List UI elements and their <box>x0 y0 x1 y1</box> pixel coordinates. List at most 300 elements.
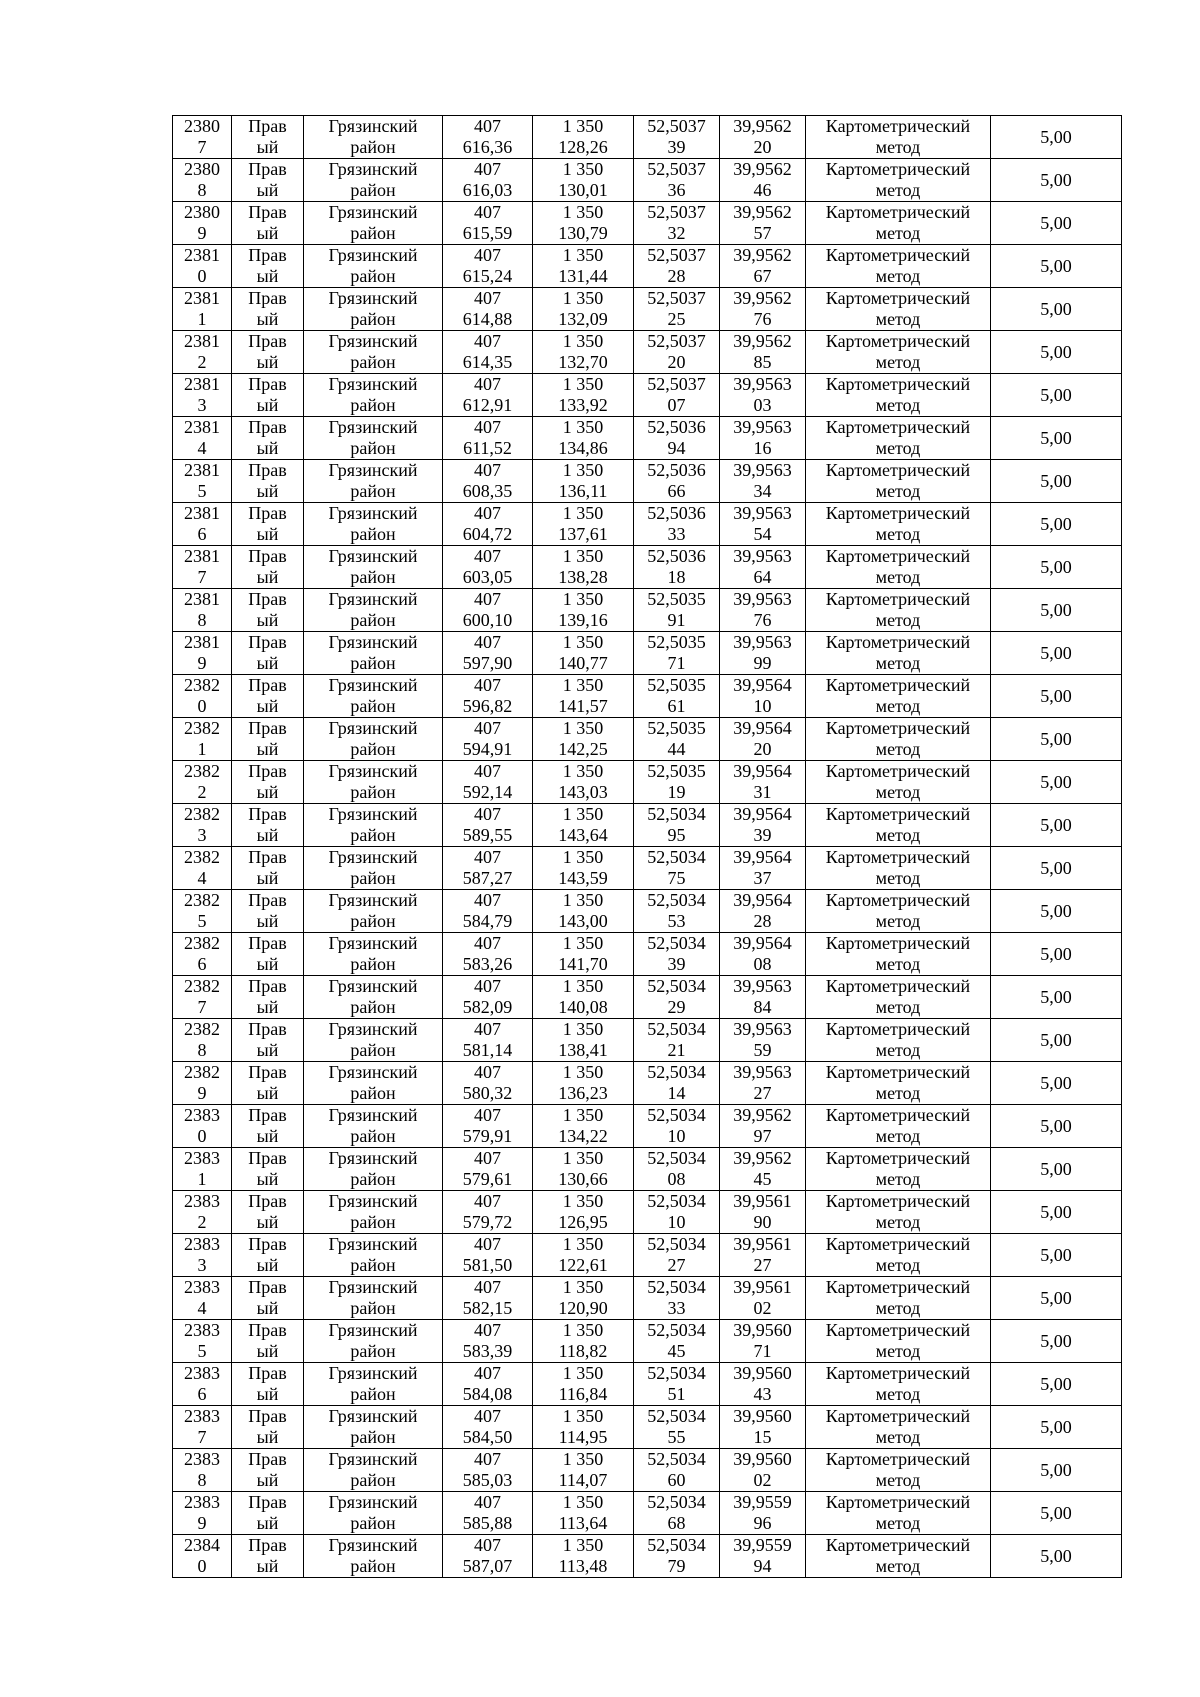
district-cell: Грязинский район <box>304 1148 443 1191</box>
x-coordinate-cell: 407 612,91 <box>443 374 533 417</box>
district-cell: Грязинский район <box>304 245 443 288</box>
y-coordinate-cell: 1 350 136,23 <box>533 1062 634 1105</box>
y-coordinate-cell: 1 350 139,16 <box>533 589 634 632</box>
latitude-cell: 52,5034 29 <box>634 976 720 1019</box>
x-coordinate-cell: 407 582,09 <box>443 976 533 1019</box>
method-cell: Картометрический метод <box>806 1492 991 1535</box>
longitude-cell: 39,9563 64 <box>720 546 806 589</box>
table-row <box>173 245 1122 288</box>
accuracy-cell: 5,00 <box>991 1449 1122 1492</box>
y-coordinate-cell: 1 350 143,03 <box>533 761 634 804</box>
longitude-cell: 39,9564 28 <box>720 890 806 933</box>
accuracy-cell: 5,00 <box>991 202 1122 245</box>
table-row <box>173 761 1122 804</box>
accuracy-cell: 5,00 <box>991 761 1122 804</box>
y-coordinate-cell: 1 350 130,01 <box>533 159 634 202</box>
latitude-cell: 52,5034 60 <box>634 1449 720 1492</box>
y-coordinate-cell: 1 350 140,08 <box>533 976 634 1019</box>
accuracy-cell: 5,00 <box>991 632 1122 675</box>
x-coordinate-cell: 407 581,50 <box>443 1234 533 1277</box>
latitude-cell: 52,5034 45 <box>634 1320 720 1363</box>
bank-side-cell: Прав ый <box>232 1277 304 1320</box>
table-row <box>173 1019 1122 1062</box>
x-coordinate-cell: 407 583,26 <box>443 933 533 976</box>
x-coordinate-cell: 407 584,08 <box>443 1363 533 1406</box>
district-cell: Грязинский район <box>304 632 443 675</box>
method-cell: Картометрический метод <box>806 245 991 288</box>
x-coordinate-cell: 407 585,88 <box>443 1492 533 1535</box>
bank-side-cell: Прав ый <box>232 847 304 890</box>
bank-side-cell: Прав ый <box>232 417 304 460</box>
district-cell: Грязинский район <box>304 976 443 1019</box>
latitude-cell: 52,5036 18 <box>634 546 720 589</box>
method-cell: Картометрический метод <box>806 288 991 331</box>
table-row <box>173 976 1122 1019</box>
bank-side-cell: Прав ый <box>232 1363 304 1406</box>
district-cell: Грязинский район <box>304 1449 443 1492</box>
latitude-cell: 52,5035 61 <box>634 675 720 718</box>
district-cell: Грязинский район <box>304 116 443 159</box>
bank-side-cell: Прав ый <box>232 1406 304 1449</box>
table-row <box>173 804 1122 847</box>
accuracy-cell: 5,00 <box>991 1492 1122 1535</box>
latitude-cell: 52,5037 25 <box>634 288 720 331</box>
bank-side-cell: Прав ый <box>232 202 304 245</box>
point-number-cell: 2382 4 <box>173 847 232 890</box>
district-cell: Грязинский район <box>304 1019 443 1062</box>
latitude-cell: 52,5034 08 <box>634 1148 720 1191</box>
district-cell: Грязинский район <box>304 202 443 245</box>
point-number-cell: 2381 6 <box>173 503 232 546</box>
longitude-cell: 39,9562 85 <box>720 331 806 374</box>
longitude-cell: 39,9562 20 <box>720 116 806 159</box>
latitude-cell: 52,5034 51 <box>634 1363 720 1406</box>
method-cell: Картометрический метод <box>806 1191 991 1234</box>
point-number-cell: 2383 8 <box>173 1449 232 1492</box>
table-row <box>173 1062 1122 1105</box>
table-row <box>173 159 1122 202</box>
point-number-cell: 2383 0 <box>173 1105 232 1148</box>
district-cell: Грязинский район <box>304 288 443 331</box>
longitude-cell: 39,9563 54 <box>720 503 806 546</box>
accuracy-cell: 5,00 <box>991 503 1122 546</box>
method-cell: Картометрический метод <box>806 116 991 159</box>
y-coordinate-cell: 1 350 126,95 <box>533 1191 634 1234</box>
y-coordinate-cell: 1 350 136,11 <box>533 460 634 503</box>
latitude-cell: 52,5037 39 <box>634 116 720 159</box>
district-cell: Грязинский район <box>304 1234 443 1277</box>
longitude-cell: 39,9562 46 <box>720 159 806 202</box>
table-row <box>173 1320 1122 1363</box>
accuracy-cell: 5,00 <box>991 1277 1122 1320</box>
district-cell: Грязинский район <box>304 460 443 503</box>
bank-side-cell: Прав ый <box>232 546 304 589</box>
latitude-cell: 52,5035 44 <box>634 718 720 761</box>
method-cell: Картометрический метод <box>806 159 991 202</box>
accuracy-cell: 5,00 <box>991 331 1122 374</box>
district-cell: Грязинский район <box>304 675 443 718</box>
method-cell: Картометрический метод <box>806 1234 991 1277</box>
y-coordinate-cell: 1 350 133,92 <box>533 374 634 417</box>
bank-side-cell: Прав ый <box>232 589 304 632</box>
longitude-cell: 39,9560 02 <box>720 1449 806 1492</box>
latitude-cell: 52,5034 79 <box>634 1535 720 1578</box>
latitude-cell: 52,5034 95 <box>634 804 720 847</box>
latitude-cell: 52,5036 94 <box>634 417 720 460</box>
bank-side-cell: Прав ый <box>232 374 304 417</box>
district-cell: Грязинский район <box>304 1277 443 1320</box>
coordinates-table <box>172 115 1122 1578</box>
method-cell: Картометрический метод <box>806 933 991 976</box>
table-row <box>173 718 1122 761</box>
latitude-cell: 52,5037 32 <box>634 202 720 245</box>
point-number-cell: 2383 4 <box>173 1277 232 1320</box>
latitude-cell: 52,5037 28 <box>634 245 720 288</box>
accuracy-cell: 5,00 <box>991 976 1122 1019</box>
method-cell: Картометрический метод <box>806 589 991 632</box>
district-cell: Грязинский район <box>304 546 443 589</box>
method-cell: Картометрический метод <box>806 1105 991 1148</box>
accuracy-cell: 5,00 <box>991 1019 1122 1062</box>
accuracy-cell: 5,00 <box>991 546 1122 589</box>
district-cell: Грязинский район <box>304 503 443 546</box>
method-cell: Картометрический метод <box>806 331 991 374</box>
bank-side-cell: Прав ый <box>232 718 304 761</box>
bank-side-cell: Прав ый <box>232 632 304 675</box>
table-row <box>173 331 1122 374</box>
table-row <box>173 632 1122 675</box>
accuracy-cell: 5,00 <box>991 1191 1122 1234</box>
y-coordinate-cell: 1 350 143,59 <box>533 847 634 890</box>
table-row <box>173 288 1122 331</box>
longitude-cell: 39,9560 15 <box>720 1406 806 1449</box>
table-row <box>173 202 1122 245</box>
x-coordinate-cell: 407 579,91 <box>443 1105 533 1148</box>
latitude-cell: 52,5035 91 <box>634 589 720 632</box>
y-coordinate-cell: 1 350 132,70 <box>533 331 634 374</box>
accuracy-cell: 5,00 <box>991 417 1122 460</box>
x-coordinate-cell: 407 580,32 <box>443 1062 533 1105</box>
table-row <box>173 933 1122 976</box>
bank-side-cell: Прав ый <box>232 761 304 804</box>
point-number-cell: 2383 7 <box>173 1406 232 1449</box>
table-row <box>173 1535 1122 1578</box>
latitude-cell: 52,5034 53 <box>634 890 720 933</box>
district-cell: Грязинский район <box>304 589 443 632</box>
table-row <box>173 1148 1122 1191</box>
district-cell: Грязинский район <box>304 1363 443 1406</box>
y-coordinate-cell: 1 350 116,84 <box>533 1363 634 1406</box>
district-cell: Грязинский район <box>304 804 443 847</box>
latitude-cell: 52,5034 39 <box>634 933 720 976</box>
latitude-cell: 52,5034 27 <box>634 1234 720 1277</box>
table-row <box>173 546 1122 589</box>
x-coordinate-cell: 407 584,50 <box>443 1406 533 1449</box>
table-row <box>173 1492 1122 1535</box>
x-coordinate-cell: 407 611,52 <box>443 417 533 460</box>
accuracy-cell: 5,00 <box>991 1363 1122 1406</box>
y-coordinate-cell: 1 350 114,95 <box>533 1406 634 1449</box>
x-coordinate-cell: 407 616,03 <box>443 159 533 202</box>
x-coordinate-cell: 407 604,72 <box>443 503 533 546</box>
district-cell: Грязинский район <box>304 847 443 890</box>
point-number-cell: 2382 6 <box>173 933 232 976</box>
district-cell: Грязинский район <box>304 1492 443 1535</box>
table-row <box>173 1234 1122 1277</box>
longitude-cell: 39,9563 03 <box>720 374 806 417</box>
point-number-cell: 2381 2 <box>173 331 232 374</box>
x-coordinate-cell: 407 594,91 <box>443 718 533 761</box>
x-coordinate-cell: 407 615,24 <box>443 245 533 288</box>
point-number-cell: 2383 9 <box>173 1492 232 1535</box>
point-number-cell: 2382 3 <box>173 804 232 847</box>
district-cell: Грязинский район <box>304 890 443 933</box>
y-coordinate-cell: 1 350 143,00 <box>533 890 634 933</box>
longitude-cell: 39,9563 99 <box>720 632 806 675</box>
point-number-cell: 2383 6 <box>173 1363 232 1406</box>
longitude-cell: 39,9563 84 <box>720 976 806 1019</box>
method-cell: Картометрический метод <box>806 1062 991 1105</box>
bank-side-cell: Прав ый <box>232 159 304 202</box>
bank-side-cell: Прав ый <box>232 976 304 1019</box>
method-cell: Картометрический метод <box>806 1449 991 1492</box>
y-coordinate-cell: 1 350 118,82 <box>533 1320 634 1363</box>
longitude-cell: 39,9564 20 <box>720 718 806 761</box>
latitude-cell: 52,5035 19 <box>634 761 720 804</box>
point-number-cell: 2382 9 <box>173 1062 232 1105</box>
longitude-cell: 39,9559 96 <box>720 1492 806 1535</box>
method-cell: Картометрический метод <box>806 1535 991 1578</box>
longitude-cell: 39,9562 57 <box>720 202 806 245</box>
method-cell: Картометрический метод <box>806 1320 991 1363</box>
x-coordinate-cell: 407 581,14 <box>443 1019 533 1062</box>
accuracy-cell: 5,00 <box>991 1105 1122 1148</box>
district-cell: Грязинский район <box>304 374 443 417</box>
x-coordinate-cell: 407 583,39 <box>443 1320 533 1363</box>
method-cell: Картометрический метод <box>806 761 991 804</box>
x-coordinate-cell: 407 614,35 <box>443 331 533 374</box>
table-row <box>173 1277 1122 1320</box>
x-coordinate-cell: 407 579,72 <box>443 1191 533 1234</box>
x-coordinate-cell: 407 603,05 <box>443 546 533 589</box>
table-row <box>173 374 1122 417</box>
longitude-cell: 39,9564 37 <box>720 847 806 890</box>
bank-side-cell: Прав ый <box>232 1105 304 1148</box>
table-row <box>173 1191 1122 1234</box>
latitude-cell: 52,5034 14 <box>634 1062 720 1105</box>
y-coordinate-cell: 1 350 141,70 <box>533 933 634 976</box>
point-number-cell: 2381 8 <box>173 589 232 632</box>
point-number-cell: 2382 8 <box>173 1019 232 1062</box>
y-coordinate-cell: 1 350 141,57 <box>533 675 634 718</box>
latitude-cell: 52,5037 36 <box>634 159 720 202</box>
district-cell: Грязинский район <box>304 159 443 202</box>
latitude-cell: 52,5034 10 <box>634 1105 720 1148</box>
district-cell: Грязинский район <box>304 1320 443 1363</box>
longitude-cell: 39,9560 43 <box>720 1363 806 1406</box>
method-cell: Картометрический метод <box>806 632 991 675</box>
latitude-cell: 52,5035 71 <box>634 632 720 675</box>
longitude-cell: 39,9562 45 <box>720 1148 806 1191</box>
y-coordinate-cell: 1 350 137,61 <box>533 503 634 546</box>
y-coordinate-cell: 1 350 134,22 <box>533 1105 634 1148</box>
longitude-cell: 39,9562 76 <box>720 288 806 331</box>
table-row <box>173 460 1122 503</box>
method-cell: Картометрический метод <box>806 1406 991 1449</box>
accuracy-cell: 5,00 <box>991 804 1122 847</box>
y-coordinate-cell: 1 350 140,77 <box>533 632 634 675</box>
x-coordinate-cell: 407 614,88 <box>443 288 533 331</box>
x-coordinate-cell: 407 579,61 <box>443 1148 533 1191</box>
bank-side-cell: Прав ый <box>232 245 304 288</box>
longitude-cell: 39,9562 67 <box>720 245 806 288</box>
method-cell: Картометрический метод <box>806 718 991 761</box>
y-coordinate-cell: 1 350 131,44 <box>533 245 634 288</box>
latitude-cell: 52,5036 66 <box>634 460 720 503</box>
latitude-cell: 52,5037 20 <box>634 331 720 374</box>
point-number-cell: 2381 4 <box>173 417 232 460</box>
y-coordinate-cell: 1 350 134,86 <box>533 417 634 460</box>
bank-side-cell: Прав ый <box>232 804 304 847</box>
district-cell: Грязинский район <box>304 1191 443 1234</box>
y-coordinate-cell: 1 350 130,66 <box>533 1148 634 1191</box>
latitude-cell: 52,5034 21 <box>634 1019 720 1062</box>
accuracy-cell: 5,00 <box>991 718 1122 761</box>
point-number-cell: 2381 7 <box>173 546 232 589</box>
method-cell: Картометрический метод <box>806 1019 991 1062</box>
latitude-cell: 52,5037 07 <box>634 374 720 417</box>
bank-side-cell: Прав ый <box>232 331 304 374</box>
district-cell: Грязинский район <box>304 417 443 460</box>
accuracy-cell: 5,00 <box>991 1535 1122 1578</box>
accuracy-cell: 5,00 <box>991 890 1122 933</box>
y-coordinate-cell: 1 350 142,25 <box>533 718 634 761</box>
method-cell: Картометрический метод <box>806 460 991 503</box>
x-coordinate-cell: 407 585,03 <box>443 1449 533 1492</box>
longitude-cell: 39,9560 71 <box>720 1320 806 1363</box>
accuracy-cell: 5,00 <box>991 245 1122 288</box>
point-number-cell: 2380 9 <box>173 202 232 245</box>
table-row <box>173 890 1122 933</box>
method-cell: Картометрический метод <box>806 1363 991 1406</box>
table-row <box>173 1449 1122 1492</box>
x-coordinate-cell: 407 584,79 <box>443 890 533 933</box>
x-coordinate-cell: 407 616,36 <box>443 116 533 159</box>
bank-side-cell: Прав ый <box>232 1449 304 1492</box>
y-coordinate-cell: 1 350 138,28 <box>533 546 634 589</box>
accuracy-cell: 5,00 <box>991 1234 1122 1277</box>
longitude-cell: 39,9564 08 <box>720 933 806 976</box>
y-coordinate-cell: 1 350 114,07 <box>533 1449 634 1492</box>
table-row <box>173 847 1122 890</box>
bank-side-cell: Прав ый <box>232 1191 304 1234</box>
point-number-cell: 2381 5 <box>173 460 232 503</box>
method-cell: Картометрический метод <box>806 1148 991 1191</box>
district-cell: Грязинский район <box>304 933 443 976</box>
table-row <box>173 1105 1122 1148</box>
bank-side-cell: Прав ый <box>232 890 304 933</box>
bank-side-cell: Прав ый <box>232 1492 304 1535</box>
point-number-cell: 2383 2 <box>173 1191 232 1234</box>
longitude-cell: 39,9562 97 <box>720 1105 806 1148</box>
accuracy-cell: 5,00 <box>991 1062 1122 1105</box>
longitude-cell: 39,9561 90 <box>720 1191 806 1234</box>
x-coordinate-cell: 407 597,90 <box>443 632 533 675</box>
x-coordinate-cell: 407 587,27 <box>443 847 533 890</box>
latitude-cell: 52,5034 75 <box>634 847 720 890</box>
district-cell: Грязинский район <box>304 718 443 761</box>
table-row <box>173 417 1122 460</box>
accuracy-cell: 5,00 <box>991 288 1122 331</box>
x-coordinate-cell: 407 592,14 <box>443 761 533 804</box>
point-number-cell: 2381 9 <box>173 632 232 675</box>
bank-side-cell: Прав ый <box>232 1535 304 1578</box>
longitude-cell: 39,9564 31 <box>720 761 806 804</box>
y-coordinate-cell: 1 350 143,64 <box>533 804 634 847</box>
table-row <box>173 1363 1122 1406</box>
y-coordinate-cell: 1 350 130,79 <box>533 202 634 245</box>
longitude-cell: 39,9563 59 <box>720 1019 806 1062</box>
method-cell: Картометрический метод <box>806 417 991 460</box>
y-coordinate-cell: 1 350 122,61 <box>533 1234 634 1277</box>
x-coordinate-cell: 407 615,59 <box>443 202 533 245</box>
accuracy-cell: 5,00 <box>991 1406 1122 1449</box>
point-number-cell: 2382 7 <box>173 976 232 1019</box>
longitude-cell: 39,9563 76 <box>720 589 806 632</box>
district-cell: Грязинский район <box>304 1062 443 1105</box>
method-cell: Картометрический метод <box>806 890 991 933</box>
accuracy-cell: 5,00 <box>991 460 1122 503</box>
longitude-cell: 39,9561 02 <box>720 1277 806 1320</box>
method-cell: Картометрический метод <box>806 976 991 1019</box>
district-cell: Грязинский район <box>304 331 443 374</box>
longitude-cell: 39,9563 34 <box>720 460 806 503</box>
longitude-cell: 39,9561 27 <box>720 1234 806 1277</box>
y-coordinate-cell: 1 350 128,26 <box>533 116 634 159</box>
bank-side-cell: Прав ый <box>232 1062 304 1105</box>
district-cell: Грязинский район <box>304 761 443 804</box>
latitude-cell: 52,5036 33 <box>634 503 720 546</box>
y-coordinate-cell: 1 350 132,09 <box>533 288 634 331</box>
x-coordinate-cell: 407 596,82 <box>443 675 533 718</box>
accuracy-cell: 5,00 <box>991 374 1122 417</box>
point-number-cell: 2383 1 <box>173 1148 232 1191</box>
y-coordinate-cell: 1 350 113,64 <box>533 1492 634 1535</box>
method-cell: Картометрический метод <box>806 546 991 589</box>
method-cell: Картометрический метод <box>806 1277 991 1320</box>
bank-side-cell: Прав ый <box>232 116 304 159</box>
method-cell: Картометрический метод <box>806 847 991 890</box>
district-cell: Грязинский район <box>304 1105 443 1148</box>
latitude-cell: 52,5034 55 <box>634 1406 720 1449</box>
point-number-cell: 2380 8 <box>173 159 232 202</box>
point-number-cell: 2384 0 <box>173 1535 232 1578</box>
latitude-cell: 52,5034 10 <box>634 1191 720 1234</box>
method-cell: Картометрический метод <box>806 202 991 245</box>
accuracy-cell: 5,00 <box>991 116 1122 159</box>
bank-side-cell: Прав ый <box>232 1148 304 1191</box>
longitude-cell: 39,9563 27 <box>720 1062 806 1105</box>
bank-side-cell: Прав ый <box>232 460 304 503</box>
accuracy-cell: 5,00 <box>991 847 1122 890</box>
accuracy-cell: 5,00 <box>991 675 1122 718</box>
point-number-cell: 2383 3 <box>173 1234 232 1277</box>
method-cell: Картометрический метод <box>806 374 991 417</box>
table-body <box>173 116 1122 1578</box>
table-row <box>173 1406 1122 1449</box>
x-coordinate-cell: 407 589,55 <box>443 804 533 847</box>
y-coordinate-cell: 1 350 138,41 <box>533 1019 634 1062</box>
